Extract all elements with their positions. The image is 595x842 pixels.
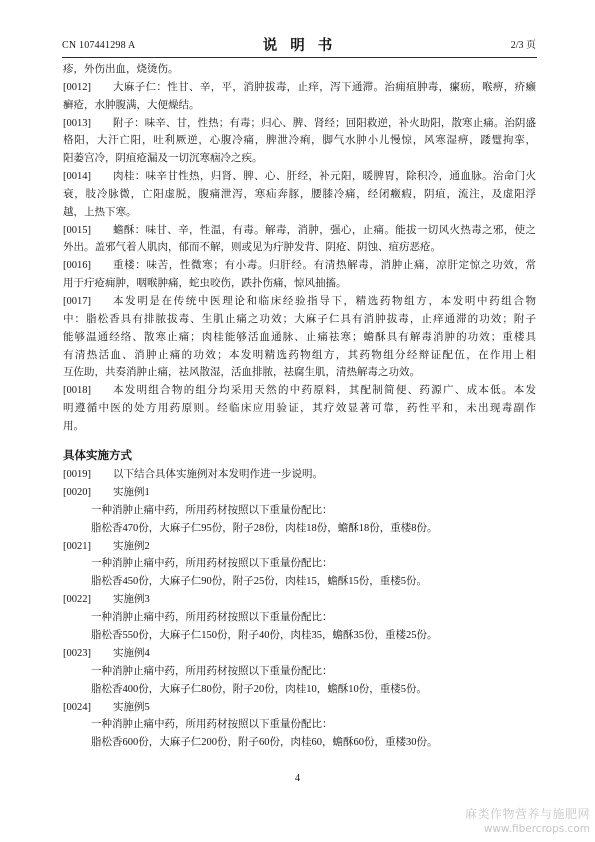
page-number: 4 (294, 773, 301, 784)
description-body (63, 61, 536, 436)
document-title: 说明书 (262, 38, 346, 54)
paragraph-number: [0024] (63, 701, 91, 713)
page-indicator: 2/3 页 (510, 40, 536, 51)
carryover-line: 疹，外伤出血，烧烫伤。 (63, 64, 179, 75)
embodiment-formula: 脂松香600份，大麻子仁200份，附子60份，肉桂60，蟾酥60份，重楼30份。 (91, 737, 438, 749)
paragraph-line: 本发明是在传统中医理论和临床经验指导下，精选药物组方，本发明中药组合物 (113, 295, 536, 307)
paragraph-line: 癣疮，水肿腹满，大便燥结。 (63, 99, 200, 111)
paragraph-number: [0022] (63, 594, 91, 606)
embodiment-title: 实施例1 (113, 486, 150, 498)
paragraph-line: 中：脂松香具有排脓拔毒、生肌止痛之功效；大麻子仁具有消肿拔毒，止痒通滞的功效；附子 (63, 313, 536, 325)
paragraph-0014 (63, 168, 536, 222)
paragraph-0015 (63, 222, 536, 258)
embodiment-5 (63, 699, 536, 753)
paragraph-number: [0023] (63, 647, 91, 659)
paragraph-0013 (63, 115, 536, 169)
paragraph-number: [0021] (63, 540, 91, 552)
paragraph-number: [0017] (63, 295, 91, 307)
publication-number: CN 107441298 A (62, 40, 136, 51)
paragraph-line: 本发明组合物的组分均采用天然的中药原料，其配制简便、药源广、成本低。本发 (113, 385, 536, 397)
paragraph-line: 蟾酥：味甘、辛，性温，有毒。解毒，消肿，强心，止痛。能拔一切风火热毒之邪，使之 (113, 224, 536, 236)
paragraph-line: 越，上热下寒。 (63, 206, 137, 218)
embodiment-title: 实施例5 (113, 701, 150, 713)
embodiment-title: 实施例3 (113, 594, 150, 606)
paragraph-line: 阳萎宫冷，阴疽疮漏及一切沉寒痼冷之疾。 (63, 153, 263, 165)
paragraph-0018 (63, 382, 536, 436)
section-heading: 具体实施方式 (63, 450, 132, 462)
paragraph-number: [0016] (63, 260, 91, 272)
paragraph-line: 互佐助，共奏消肿止痛，祛风散湿，活血排脓，祛腐生肌，清热解毒之功效。 (63, 367, 420, 379)
paragraph-number: [0012] (63, 81, 91, 93)
embodiment-description: 一种消肿止痛中药，所用药材按照以下重量份配比： (91, 719, 333, 731)
paragraph-number: [0018] (63, 385, 91, 397)
embodiment-description: 一种消肿止痛中药，所用药材按照以下重量份配比： (91, 665, 333, 677)
paragraph-number: [0020] (63, 486, 91, 498)
embodiment-4 (63, 645, 536, 699)
paragraph-line: 肉桂：味辛甘性热，归肾、脾、心、肝经，补元阳，暖脾胃，除积冷，通血脉。治命门火 (113, 171, 536, 183)
embodiment-formula: 脂松香470份，大麻子仁95份，附子28份，肉桂18份，蟾酥18份，重楼8份。 (91, 522, 438, 534)
watermark-site-name: 麻类作物营养与施肥网 (464, 807, 590, 821)
paragraph-line: 用。 (63, 420, 84, 432)
paragraph-0019 (63, 466, 536, 484)
embodiment-formula: 脂松香550份，大麻子仁150份，附子40份，肉桂35，蟾酥35份，重楼25份。 (91, 630, 438, 642)
embodiment-formula: 脂松香450份，大麻子仁90份，附子25份，肉桂15，蟾酥15份，重楼5份。 (91, 576, 427, 588)
paragraph-number: [0019] (63, 469, 91, 480)
embodiment-description: 一种消肿止痛中药，所用药材按照以下重量份配比： (91, 612, 333, 624)
paragraph-line: 格阳，大汗亡阳，吐利厥逆，心腹冷痛，脾泄冷痢，脚气水肿小儿慢惊，风寒湿痹，踒躄拘挛， (63, 135, 536, 147)
paragraph-number: [0013] (63, 117, 91, 129)
embodiment-1 (63, 484, 536, 538)
paragraph-line: 能够温通经络、散寒止痛；肉桂能够活血通脉、止痛祛寒；蟾酥具有解毒消肿的功效；重楼具 (63, 331, 536, 343)
paragraph-line: 有清热活血、消肿止痛的功效；本发明精选药物组方，其药物组分经辩证配伍，在作用上相 (63, 349, 536, 361)
embodiments-section (63, 447, 536, 752)
paragraph-line: 用于疔疮痈肿，咽喉肿痛，蛇虫咬伤，跌扑伤痛，惊风抽搐。 (63, 278, 347, 290)
watermark (465, 806, 590, 837)
paragraph-line: 衰，肢冷脉微，亡阳虚脱，腹痛泄泻，寒疝奔豚，腰膝冷痛，经闭癥瘕，阴疽，流注，及虚阳浮 (63, 188, 536, 200)
header-divider (62, 57, 537, 58)
embodiment-2 (63, 538, 536, 592)
paragraph-0017 (63, 293, 536, 382)
paragraph-line: 大麻子仁：性甘、辛，平，消肿拔毒，止痒，泻下通滞。治痈疽肿毒，瘰疬，喉痹，疥癞 (113, 81, 536, 93)
paragraph-line: 附子：味辛、甘，性热；有毒；归心、脾、肾经；回阳救逆，补火助阳，散寒止痛。治阴盛 (113, 117, 536, 129)
paragraph-0016 (63, 257, 536, 293)
paragraph-line: 重楼：味苦，性微寒；有小毒。归肝经。有清热解毒，消肿止痛，凉肝定惊之功效，常 (113, 260, 536, 272)
embodiment-3 (63, 591, 536, 645)
embodiment-description: 一种消肿止痛中药，所用药材按照以下重量份配比： (91, 558, 333, 570)
embodiment-description: 一种消肿止痛中药，所用药材按照以下重量份配比： (91, 504, 333, 516)
paragraph-line: 外出。盖邪气着人肌肉，郁而不解，则或见为疔肿发背、阴疮、阴蚀、疽疠恶疮。 (63, 242, 441, 254)
paragraph-number: [0015] (63, 224, 91, 236)
paragraph-number: [0014] (63, 171, 91, 183)
embodiment-title: 实施例4 (113, 647, 150, 659)
embodiment-formula: 脂松香400份，大麻子仁80份，附子20份，肉桂10，蟾酥10份，重楼5份。 (91, 683, 427, 695)
watermark-url: www.fibercrops.com (483, 823, 590, 835)
intro-text: 以下结合具体实施例对本发明作进一步说明。 (113, 469, 323, 480)
paragraph-line: 明遵循中医的处方用药原则。经临床应用验证，其疗效显著可靠，药性平和，未出现毒副作 (63, 403, 536, 415)
embodiment-title: 实施例2 (113, 540, 150, 552)
paragraph-0012 (63, 79, 536, 115)
